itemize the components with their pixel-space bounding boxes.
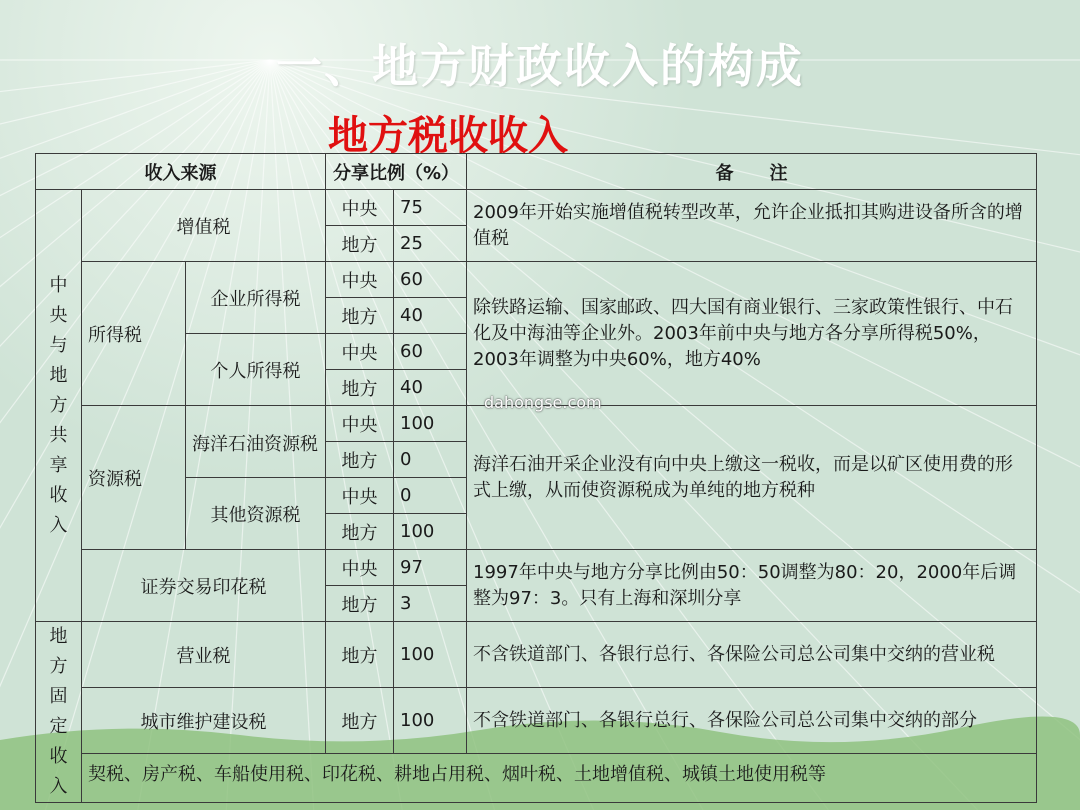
watermark-text: dahongse.com bbox=[484, 393, 602, 412]
urban-local-value: 100 bbox=[394, 688, 467, 754]
corp-income-name: 企业所得税 bbox=[186, 262, 326, 334]
slide-title: 一、地方财政收入的构成 bbox=[276, 39, 804, 93]
business-note: 不含铁道部门、各银行总行、各保险公司总公司集中交纳的营业税 bbox=[467, 622, 1037, 688]
table-row bbox=[36, 622, 1037, 688]
other-resource-name: 其他资源税 bbox=[186, 478, 326, 550]
group-shared-label bbox=[36, 190, 82, 622]
business-tax-name: 营业税 bbox=[82, 622, 326, 688]
table-row bbox=[36, 190, 1037, 226]
header-note: 备 注 bbox=[467, 154, 1037, 190]
urban-local-label: 地方 bbox=[326, 688, 394, 754]
urban-tax-name: 城市维护建设税 bbox=[82, 688, 326, 754]
resource-note: 海洋石油开采企业没有向中央上缴这一税收，而是以矿区使用费的形式上缴，从而使资源税成为单纯的地方税种 bbox=[467, 406, 1037, 550]
vat-name: 增值税 bbox=[82, 190, 326, 262]
other-local-taxes: 契税、房产税、车船使用税、印花税、耕地占用税、烟叶税、土地增值税、城镇土地使用税等 bbox=[82, 754, 1037, 803]
other-local-value: 100 bbox=[394, 514, 467, 550]
ocean-central-label: 中央 bbox=[326, 406, 394, 442]
table-row bbox=[36, 262, 1037, 298]
corp-central-label: 中央 bbox=[326, 262, 394, 298]
business-local-value: 100 bbox=[394, 622, 467, 688]
group-shared-text: 中央与地方共享收入 bbox=[49, 274, 68, 536]
personal-income-name: 个人所得税 bbox=[186, 334, 326, 406]
vat-central-label: 中央 bbox=[326, 190, 394, 226]
ocean-local-label: 地方 bbox=[326, 442, 394, 478]
table-row bbox=[36, 754, 1037, 803]
ocean-central-value: 100 bbox=[394, 406, 467, 442]
ocean-resource-name: 海洋石油资源税 bbox=[186, 406, 326, 478]
vat-local-value: 25 bbox=[394, 226, 467, 262]
table-row bbox=[36, 550, 1037, 586]
group-fixed-text: 地方固定收入 bbox=[49, 626, 68, 797]
other-local-label: 地方 bbox=[326, 514, 394, 550]
tax-sharing-table bbox=[35, 153, 1037, 803]
stamp-central-label: 中央 bbox=[326, 550, 394, 586]
income-name: 所得税 bbox=[82, 262, 186, 406]
stamp-note: 1997年中央与地方分享比例由50：50调整为80：20，2000年后调整为97：3。只有上海和深圳分享 bbox=[467, 550, 1037, 622]
personal-local-label: 地方 bbox=[326, 370, 394, 406]
group-fixed-label bbox=[36, 622, 82, 803]
slide-subtitle: 地方税收收入 bbox=[328, 113, 568, 159]
ocean-local-value: 0 bbox=[394, 442, 467, 478]
corp-local-label: 地方 bbox=[326, 298, 394, 334]
income-note: 除铁路运输、国家邮政、四大国有商业银行、三家政策性银行、中石化及中海油等企业外。2003年前中央与地方各分享所得税50%，2003年调整为中央60%，地方40% bbox=[467, 262, 1037, 406]
vat-central-value: 75 bbox=[394, 190, 467, 226]
stamp-local-label: 地方 bbox=[326, 586, 394, 622]
resource-name: 资源税 bbox=[82, 406, 186, 550]
personal-central-value: 60 bbox=[394, 334, 467, 370]
corp-local-value: 40 bbox=[394, 298, 467, 334]
vat-local-label: 地方 bbox=[326, 226, 394, 262]
business-local-label: 地方 bbox=[326, 622, 394, 688]
personal-local-value: 40 bbox=[394, 370, 467, 406]
table-row bbox=[36, 688, 1037, 754]
table-header-row bbox=[36, 154, 1037, 190]
header-source: 收入来源 bbox=[36, 154, 326, 190]
urban-note: 不含铁道部门、各银行总行、各保险公司总公司集中交纳的部分 bbox=[467, 688, 1037, 754]
personal-central-label: 中央 bbox=[326, 334, 394, 370]
corp-central-value: 60 bbox=[394, 262, 467, 298]
other-central-label: 中央 bbox=[326, 478, 394, 514]
other-central-value: 0 bbox=[394, 478, 467, 514]
vat-note: 2009年开始实施增值税转型改革，允许企业抵扣其购进设备所含的增值税 bbox=[467, 190, 1037, 262]
stamp-local-value: 3 bbox=[394, 586, 467, 622]
stamp-central-value: 97 bbox=[394, 550, 467, 586]
header-ratio: 分享比例（%） bbox=[326, 154, 467, 190]
stamp-name: 证券交易印花税 bbox=[82, 550, 326, 622]
